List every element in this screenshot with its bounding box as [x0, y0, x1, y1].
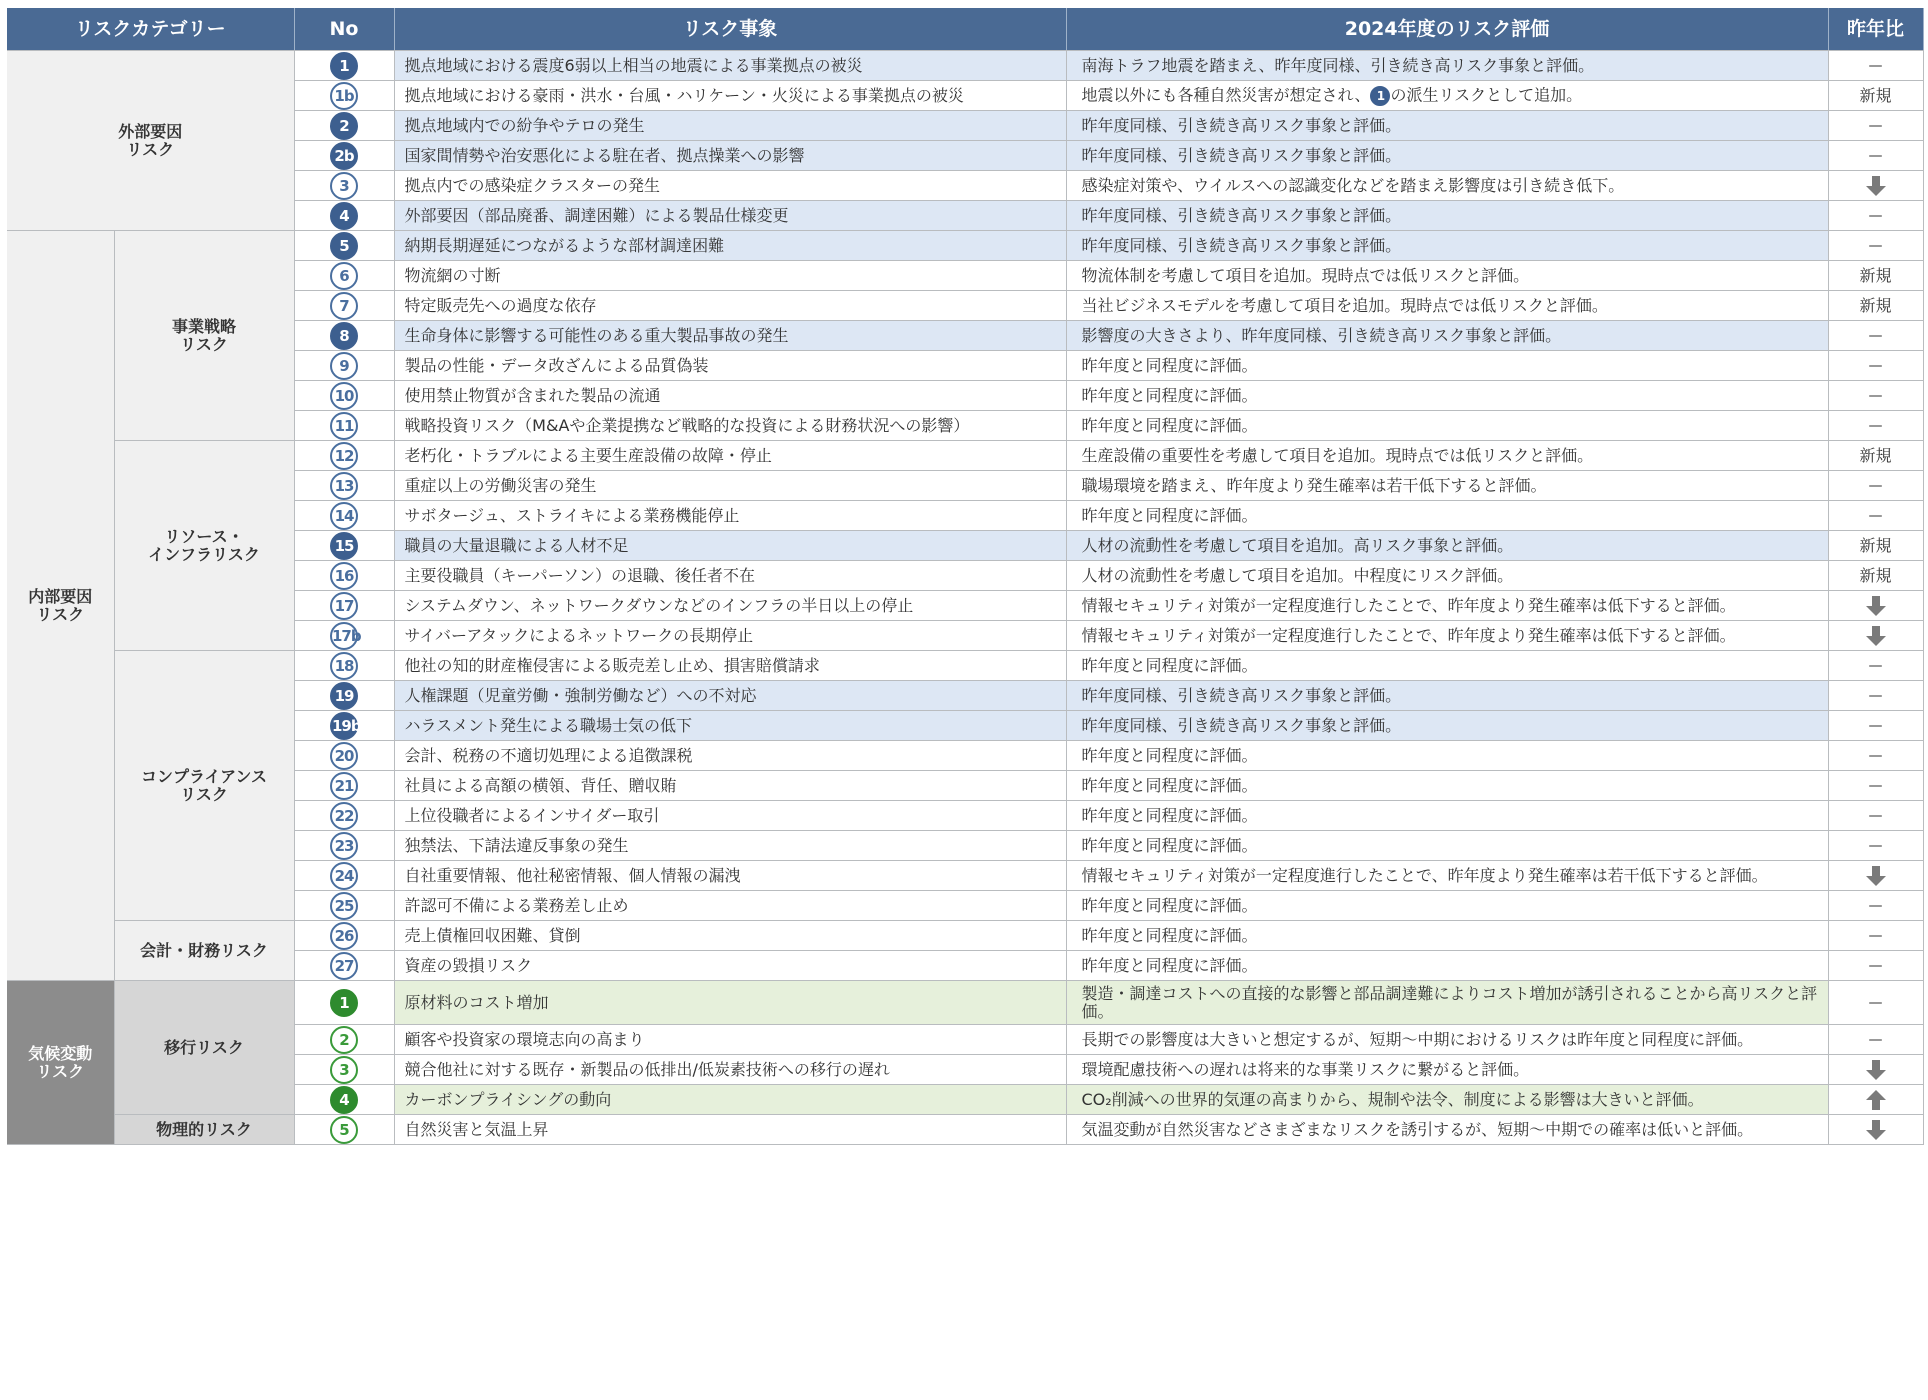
- row-number-cell: [294, 651, 394, 681]
- row-number-badge: 7: [330, 292, 358, 320]
- inline-reference-badge: 1: [1370, 86, 1390, 106]
- row-number-cell: [294, 111, 394, 141]
- row-number-badge: 25: [330, 892, 358, 920]
- risk-event: 重症以上の労働災害の発生: [394, 471, 1066, 501]
- risk-assessment: 昨年度同様、引き続き高リスク事象と評価。: [1066, 141, 1828, 171]
- yoy-change: [1828, 981, 1923, 1025]
- category-resource-infra: リソース・ インフラリスク: [114, 441, 294, 651]
- table-row: [7, 741, 1923, 771]
- yoy-change: [1828, 861, 1923, 891]
- yoy-change: [1828, 621, 1923, 651]
- new-label: 新規: [1859, 85, 1892, 105]
- header-assessment: 2024年度のリスク評価: [1066, 8, 1828, 51]
- table-row: [7, 1055, 1923, 1085]
- row-number-cell: [294, 1115, 394, 1145]
- table-row: [7, 591, 1923, 621]
- no-change-dash: —: [1868, 995, 1883, 1011]
- risk-event: 使用禁止物質が含まれた製品の流通: [394, 381, 1066, 411]
- risk-assessment: 昨年度と同程度に評価。: [1066, 831, 1828, 861]
- category-physical: 物理的リスク: [114, 1115, 294, 1145]
- no-change-dash: —: [1868, 928, 1883, 944]
- risk-event: 自社重要情報、他社秘密情報、個人情報の漏洩: [394, 861, 1066, 891]
- no-change-dash: —: [1868, 118, 1883, 134]
- yoy-change: [1828, 891, 1923, 921]
- table-row: [7, 681, 1923, 711]
- yoy-change: [1828, 51, 1923, 81]
- risk-event: 職員の大量退職による人材不足: [394, 531, 1066, 561]
- risk-event: 人権課題（児童労働・強制労働など）への不対応: [394, 681, 1066, 711]
- no-change-dash: —: [1868, 958, 1883, 974]
- risk-event: 競合他社に対する既存・新製品の低排出/低炭素技術への移行の遅れ: [394, 1055, 1066, 1085]
- risk-event: 老朽化・トラブルによる主要生産設備の故障・停止: [394, 441, 1066, 471]
- yoy-change: [1828, 951, 1923, 981]
- table-row: [7, 801, 1923, 831]
- row-number-badge: 2: [330, 1026, 358, 1054]
- risk-assessment: 職場環境を踏まえ、昨年度より発生確率は若干低下すると評価。: [1066, 471, 1828, 501]
- risk-event: 他社の知的財産権侵害による販売差し止め、損害賠償請求: [394, 651, 1066, 681]
- table-row: [7, 411, 1923, 441]
- table-row: [7, 891, 1923, 921]
- yoy-change: [1828, 531, 1923, 561]
- table-row: [7, 141, 1923, 171]
- yoy-change: [1828, 231, 1923, 261]
- risk-event: 社員による高額の横領、背任、贈収賄: [394, 771, 1066, 801]
- no-change-dash: —: [1868, 208, 1883, 224]
- header-category: リスクカテゴリー: [7, 8, 294, 51]
- risk-assessment: 昨年度と同程度に評価。: [1066, 891, 1828, 921]
- risk-assessment: 昨年度同様、引き続き高リスク事象と評価。: [1066, 231, 1828, 261]
- row-number-badge: 8: [330, 322, 358, 350]
- row-number-badge: 23: [330, 832, 358, 860]
- risk-event: カーボンプライシングの動向: [394, 1085, 1066, 1115]
- row-number-badge: 5: [330, 1116, 358, 1144]
- risk-assessment: 情報セキュリティ対策が一定程度進行したことで、昨年度より発生確率は低下すると評価。: [1066, 591, 1828, 621]
- row-number-badge: 17: [330, 592, 358, 620]
- risk-event: 売上債権回収困難、貸倒: [394, 921, 1066, 951]
- yoy-change: [1828, 681, 1923, 711]
- risk-assessment: 生産設備の重要性を考慮して項目を追加。現時点では低リスクと評価。: [1066, 441, 1828, 471]
- risk-event: 生命身体に影響する可能性のある重大製品事故の発生: [394, 321, 1066, 351]
- row-number-cell: [294, 141, 394, 171]
- row-number-badge: 13: [330, 472, 358, 500]
- row-number-cell: [294, 681, 394, 711]
- row-number-badge: 4: [330, 1086, 358, 1114]
- row-number-badge: 22: [330, 802, 358, 830]
- no-change-dash: —: [1868, 148, 1883, 164]
- table-row: [7, 501, 1923, 531]
- row-number-cell: [294, 831, 394, 861]
- risk-assessment: 情報セキュリティ対策が一定程度進行したことで、昨年度より発生確率は若干低下すると評価。: [1066, 861, 1828, 891]
- table-row: [7, 1085, 1923, 1115]
- risk-event: 顧客や投資家の環境志向の高まり: [394, 1025, 1066, 1055]
- row-number-badge: 20: [330, 742, 358, 770]
- no-change-dash: —: [1868, 838, 1883, 854]
- new-label: 新規: [1859, 535, 1892, 555]
- risk-event: 許認可不備による業務差し止め: [394, 891, 1066, 921]
- risk-assessment: 昨年度と同程度に評価。: [1066, 351, 1828, 381]
- row-number-cell: [294, 1025, 394, 1055]
- no-change-dash: —: [1868, 808, 1883, 824]
- table-row: [7, 771, 1923, 801]
- table-row: [7, 201, 1923, 231]
- yoy-change: [1828, 471, 1923, 501]
- row-number-badge: 5: [330, 232, 358, 260]
- row-number-cell: [294, 471, 394, 501]
- risk-event: 特定販売先への過度な依存: [394, 291, 1066, 321]
- no-change-dash: —: [1868, 358, 1883, 374]
- risk-assessment: 昨年度同様、引き続き高リスク事象と評価。: [1066, 111, 1828, 141]
- row-number-cell: [294, 711, 394, 741]
- risk-event: 独禁法、下請法違反事象の発生: [394, 831, 1066, 861]
- yoy-change: [1828, 81, 1923, 111]
- yoy-change: [1828, 411, 1923, 441]
- row-number-cell: [294, 321, 394, 351]
- row-number-cell: [294, 741, 394, 771]
- table-row: [7, 1025, 1923, 1055]
- row-number-badge: 10: [330, 382, 358, 410]
- category-accounting: 会計・財務リスク: [114, 921, 294, 981]
- risk-assessment: 人材の流動性を考慮して項目を追加。中程度にリスク評価。: [1066, 561, 1828, 591]
- down-arrow-icon: [1865, 595, 1887, 617]
- risk-assessment: 南海トラフ地震を踏まえ、昨年度同様、引き続き高リスク事象と評価。: [1066, 51, 1828, 81]
- category-transition: 移行リスク: [114, 981, 294, 1115]
- row-number-cell: [294, 771, 394, 801]
- risk-assessment: 当社ビジネスモデルを考慮して項目を追加。現時点では低リスクと評価。: [1066, 291, 1828, 321]
- row-number-badge: 18: [330, 652, 358, 680]
- no-change-dash: —: [1868, 778, 1883, 794]
- risk-assessment: 影響度の大きさより、昨年度同様、引き続き高リスク事象と評価。: [1066, 321, 1828, 351]
- risk-assessment: 環境配慮技術への遅れは将来的な事業リスクに繋がると評価。: [1066, 1055, 1828, 1085]
- table-row: [7, 171, 1923, 201]
- yoy-change: [1828, 711, 1923, 741]
- row-number-badge: 11: [330, 412, 358, 440]
- row-number-badge: 21: [330, 772, 358, 800]
- no-change-dash: —: [1868, 58, 1883, 74]
- row-number-badge: 27: [330, 952, 358, 980]
- risk-event: ハラスメント発生による職場士気の低下: [394, 711, 1066, 741]
- yoy-change: [1828, 501, 1923, 531]
- table-row: [7, 921, 1923, 951]
- risk-event: 上位役職者によるインサイダー取引: [394, 801, 1066, 831]
- yoy-change: [1828, 351, 1923, 381]
- yoy-change: [1828, 651, 1923, 681]
- table-row: [7, 261, 1923, 291]
- row-number-badge: 12: [330, 442, 358, 470]
- risk-event: 物流網の寸断: [394, 261, 1066, 291]
- table-header-row: [7, 8, 1923, 51]
- risk-assessment: CO₂削減への世界的気運の高まりから、規制や法令、制度による影響は大きいと評価。: [1066, 1085, 1828, 1115]
- risk-assessment: 昨年度と同程度に評価。: [1066, 651, 1828, 681]
- table-row: [7, 111, 1923, 141]
- table-row: [7, 81, 1923, 111]
- no-change-dash: —: [1868, 748, 1883, 764]
- risk-event: 原材料のコスト増加: [394, 981, 1066, 1025]
- row-number-cell: [294, 261, 394, 291]
- risk-event: 拠点地域における豪雨・洪水・台風・ハリケーン・火災による事業拠点の被災: [394, 81, 1066, 111]
- risk-event: 納期長期遅延につながるような部材調達困難: [394, 231, 1066, 261]
- yoy-change: [1828, 201, 1923, 231]
- row-number-cell: [294, 411, 394, 441]
- row-number-cell: [294, 891, 394, 921]
- new-label: 新規: [1859, 445, 1892, 465]
- down-arrow-icon: [1865, 1119, 1887, 1141]
- yoy-change: [1828, 1055, 1923, 1085]
- row-number-cell: [294, 981, 394, 1025]
- yoy-change: [1828, 111, 1923, 141]
- risk-assessment: 長期での影響度は大きいと想定するが、短期〜中期におけるリスクは昨年度と同程度に評価。: [1066, 1025, 1828, 1055]
- risk-table-body: [7, 51, 1923, 1145]
- category-business-strategy: 事業戦略 リスク: [114, 231, 294, 441]
- category-external: 外部要因 リスク: [7, 51, 294, 231]
- row-number-badge: 6: [330, 262, 358, 290]
- no-change-dash: —: [1868, 388, 1883, 404]
- yoy-change: [1828, 171, 1923, 201]
- yoy-change: [1828, 1085, 1923, 1115]
- no-change-dash: —: [1868, 898, 1883, 914]
- header-yoy: 昨年比: [1828, 8, 1923, 51]
- row-number-badge: 1: [330, 52, 358, 80]
- risk-table-container: [7, 8, 1923, 1145]
- table-row: [7, 231, 1923, 261]
- no-change-dash: —: [1868, 688, 1883, 704]
- risk-assessment: 昨年度と同程度に評価。: [1066, 951, 1828, 981]
- header-event: リスク事象: [394, 8, 1066, 51]
- row-number-badge: 1b: [330, 82, 358, 110]
- row-number-cell: [294, 1055, 394, 1085]
- risk-assessment: 昨年度と同程度に評価。: [1066, 921, 1828, 951]
- risk-assessment: 感染症対策や、ウイルスへの認識変化などを踏まえ影響度は引き続き低下。: [1066, 171, 1828, 201]
- row-number-cell: [294, 951, 394, 981]
- risk-assessment: 昨年度と同程度に評価。: [1066, 801, 1828, 831]
- risk-event: 会計、税務の不適切処理による追徴課税: [394, 741, 1066, 771]
- risk-assessment: 昨年度と同程度に評価。: [1066, 501, 1828, 531]
- yoy-change: [1828, 141, 1923, 171]
- risk-assessment: 昨年度と同程度に評価。: [1066, 771, 1828, 801]
- no-change-dash: —: [1868, 658, 1883, 674]
- up-arrow-icon: [1865, 1089, 1887, 1111]
- risk-event: 主要役職員（キーパーソン）の退職、後任者不在: [394, 561, 1066, 591]
- row-number-cell: [294, 1085, 394, 1115]
- down-arrow-icon: [1865, 625, 1887, 647]
- no-change-dash: —: [1868, 238, 1883, 254]
- row-number-badge: 16: [330, 562, 358, 590]
- row-number-cell: [294, 501, 394, 531]
- no-change-dash: —: [1868, 478, 1883, 494]
- risk-assessment: 昨年度同様、引き続き高リスク事象と評価。: [1066, 681, 1828, 711]
- row-number-badge: 3: [330, 172, 358, 200]
- risk-assessment: 昨年度同様、引き続き高リスク事象と評価。: [1066, 711, 1828, 741]
- row-number-badge: 24: [330, 862, 358, 890]
- row-number-badge: 9: [330, 352, 358, 380]
- table-row: [7, 621, 1923, 651]
- new-label: 新規: [1859, 265, 1892, 285]
- row-number-cell: [294, 531, 394, 561]
- no-change-dash: —: [1868, 508, 1883, 524]
- risk-assessment: 情報セキュリティ対策が一定程度進行したことで、昨年度より発生確率は低下すると評価。: [1066, 621, 1828, 651]
- row-number-cell: [294, 81, 394, 111]
- header-no: No: [294, 8, 394, 51]
- risk-event: 製品の性能・データ改ざんによる品質偽装: [394, 351, 1066, 381]
- risk-event: 拠点地域内での紛争やテロの発生: [394, 111, 1066, 141]
- yoy-change: [1828, 831, 1923, 861]
- yoy-change: [1828, 1025, 1923, 1055]
- risk-assessment: 物流体制を考慮して項目を追加。現時点では低リスクと評価。: [1066, 261, 1828, 291]
- table-row: [7, 651, 1923, 681]
- risk-assessment: 製造・調達コストへの直接的な影響と部品調達難によりコスト増加が誘引されることから高リスクと評価。: [1066, 981, 1828, 1025]
- row-number-cell: [294, 621, 394, 651]
- category-climate: 気候変動 リスク: [7, 981, 114, 1145]
- down-arrow-icon: [1865, 865, 1887, 887]
- down-arrow-icon: [1865, 175, 1887, 197]
- assessment-text-pre: 地震以外にも各種自然災害が想定され、: [1081, 85, 1371, 104]
- new-label: 新規: [1859, 295, 1892, 315]
- yoy-change: [1828, 771, 1923, 801]
- risk-event: 自然災害と気温上昇: [394, 1115, 1066, 1145]
- row-number-cell: [294, 171, 394, 201]
- table-row: [7, 471, 1923, 501]
- no-change-dash: —: [1868, 328, 1883, 344]
- table-row: [7, 291, 1923, 321]
- yoy-change: [1828, 441, 1923, 471]
- row-number-cell: [294, 231, 394, 261]
- table-row: [7, 561, 1923, 591]
- risk-assessment: [1066, 81, 1828, 111]
- table-row: [7, 531, 1923, 561]
- row-number-cell: [294, 201, 394, 231]
- risk-table: [7, 8, 1924, 1145]
- risk-assessment: 昨年度と同程度に評価。: [1066, 741, 1828, 771]
- yoy-change: [1828, 1115, 1923, 1145]
- risk-event: 拠点地域における震度6弱以上相当の地震による事業拠点の被災: [394, 51, 1066, 81]
- yoy-change: [1828, 381, 1923, 411]
- risk-assessment: 昨年度同様、引き続き高リスク事象と評価。: [1066, 201, 1828, 231]
- row-number-cell: [294, 591, 394, 621]
- table-row: [7, 381, 1923, 411]
- row-number-badge: 2b: [330, 142, 358, 170]
- no-change-dash: —: [1868, 418, 1883, 434]
- table-row: [7, 1115, 1923, 1145]
- table-row: [7, 441, 1923, 471]
- table-row: [7, 321, 1923, 351]
- row-number-badge: 26: [330, 922, 358, 950]
- table-row: [7, 51, 1923, 81]
- no-change-dash: —: [1868, 1032, 1883, 1048]
- row-number-badge: 19b: [330, 712, 358, 740]
- yoy-change: [1828, 291, 1923, 321]
- down-arrow-icon: [1865, 1059, 1887, 1081]
- yoy-change: [1828, 591, 1923, 621]
- category-compliance: コンプライアンス リスク: [114, 651, 294, 921]
- row-number-cell: [294, 441, 394, 471]
- risk-assessment: 昨年度と同程度に評価。: [1066, 381, 1828, 411]
- row-number-badge: 17b: [330, 622, 358, 650]
- table-row: [7, 711, 1923, 741]
- risk-event: 拠点内での感染症クラスターの発生: [394, 171, 1066, 201]
- new-label: 新規: [1859, 565, 1892, 585]
- table-row: [7, 951, 1923, 981]
- risk-event: 戦略投資リスク（M&Aや企業提携など戦略的な投資による財務状況への影響）: [394, 411, 1066, 441]
- row-number-cell: [294, 801, 394, 831]
- row-number-badge: 4: [330, 202, 358, 230]
- row-number-badge: 2: [330, 112, 358, 140]
- row-number-cell: [294, 51, 394, 81]
- yoy-change: [1828, 561, 1923, 591]
- risk-assessment: 人材の流動性を考慮して項目を追加。高リスク事象と評価。: [1066, 531, 1828, 561]
- table-row: [7, 831, 1923, 861]
- risk-event: 国家間情勢や治安悪化による駐在者、拠点操業への影響: [394, 141, 1066, 171]
- risk-event: 資産の毀損リスク: [394, 951, 1066, 981]
- row-number-badge: 19: [330, 682, 358, 710]
- yoy-change: [1828, 741, 1923, 771]
- assessment-text-post: の派生リスクとして追加。: [1390, 85, 1583, 104]
- yoy-change: [1828, 261, 1923, 291]
- row-number-badge: 1: [330, 989, 358, 1017]
- table-row: [7, 351, 1923, 381]
- row-number-cell: [294, 381, 394, 411]
- risk-assessment: 昨年度と同程度に評価。: [1066, 411, 1828, 441]
- row-number-cell: [294, 861, 394, 891]
- category-internal: 内部要因 リスク: [7, 231, 114, 981]
- yoy-change: [1828, 921, 1923, 951]
- table-row: [7, 861, 1923, 891]
- yoy-change: [1828, 321, 1923, 351]
- risk-event: サボタージュ、ストライキによる業務機能停止: [394, 501, 1066, 531]
- row-number-cell: [294, 921, 394, 951]
- row-number-badge: 15: [330, 532, 358, 560]
- risk-event: システムダウン、ネットワークダウンなどのインフラの半日以上の停止: [394, 591, 1066, 621]
- row-number-cell: [294, 291, 394, 321]
- row-number-badge: 3: [330, 1056, 358, 1084]
- table-row: [7, 981, 1923, 1025]
- risk-event: 外部要因（部品廃番、調達困難）による製品仕様変更: [394, 201, 1066, 231]
- row-number-cell: [294, 351, 394, 381]
- risk-event: サイバーアタックによるネットワークの長期停止: [394, 621, 1066, 651]
- no-change-dash: —: [1868, 718, 1883, 734]
- row-number-cell: [294, 561, 394, 591]
- yoy-change: [1828, 801, 1923, 831]
- row-number-badge: 14: [330, 502, 358, 530]
- risk-assessment: 気温変動が自然災害などさまざまなリスクを誘引するが、短期〜中期での確率は低いと評価。: [1066, 1115, 1828, 1145]
